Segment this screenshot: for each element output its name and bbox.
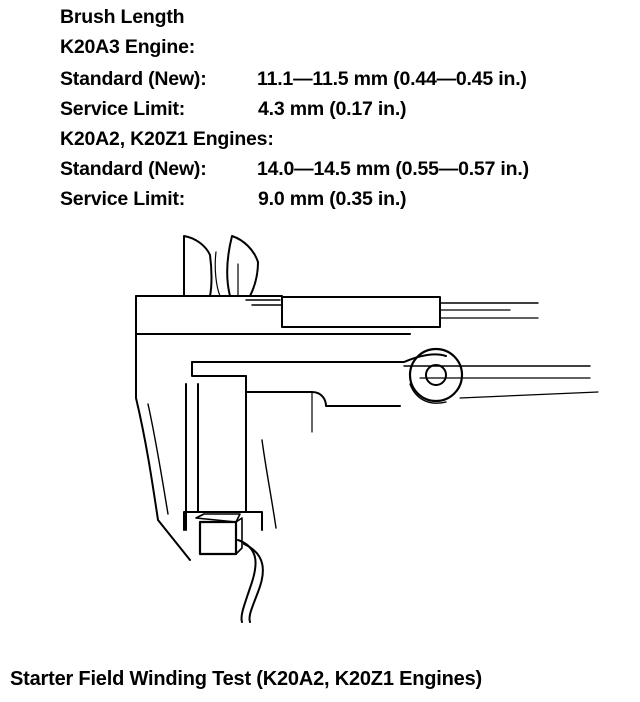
k20a2-standard-label: Standard (New):: [60, 158, 207, 180]
k20a2-limit-value: 9.0 mm (0.35 in.): [258, 188, 407, 210]
section-caption: Starter Field Winding Test (K20A2, K20Z1 Engines): [10, 668, 482, 690]
caliper-main-beam: [136, 296, 510, 398]
k20a2-standard-value: 14.0—14.5 mm (0.55—0.57 in.): [257, 158, 529, 180]
caliper-brush-illustration: [0, 228, 640, 648]
caliper-thumb-wheel: [410, 349, 462, 403]
k20a3-heading: K20A3 Engine:: [60, 36, 196, 58]
caliper-sliding-jaw: [192, 354, 598, 440]
k20a3-standard-label: Standard (New):: [60, 68, 207, 90]
k20a3-limit-row: [60, 98, 630, 122]
k20a2-limit-label: Service Limit:: [60, 188, 186, 210]
k20a3-standard-value: 11.1—11.5 mm (0.44—0.45 in.): [257, 68, 527, 90]
carbon-brush: [196, 514, 242, 554]
k20a2-limit-row: [60, 188, 630, 212]
k20a3-limit-label: Service Limit:: [60, 98, 186, 120]
k20a3-standard-row: [60, 68, 630, 92]
k20a2-heading: K20A2, K20Z1 Engines:: [60, 128, 274, 150]
brush-lead-wire: [238, 540, 263, 622]
caliper-lower-jaws: [136, 384, 276, 560]
caliper-depth-rod: [282, 297, 538, 327]
spec-title: Brush Length: [60, 6, 185, 28]
brush-length-spec: [60, 6, 630, 210]
caliper-upper-jaws: [184, 236, 258, 296]
k20a3-limit-value: 4.3 mm (0.17 in.): [258, 98, 407, 120]
k20a2-standard-row: [60, 158, 630, 182]
